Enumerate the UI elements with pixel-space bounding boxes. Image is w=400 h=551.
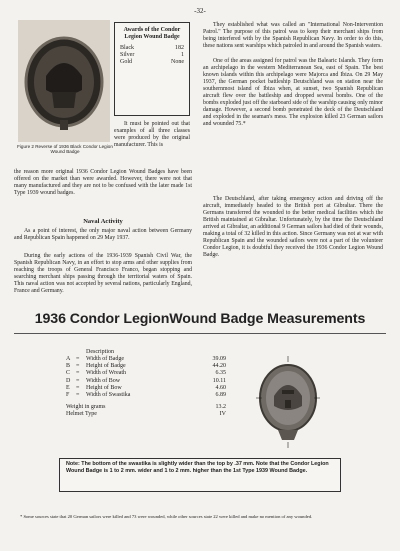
measurements-table bbox=[66, 348, 226, 419]
equals-sign: = bbox=[76, 356, 80, 362]
naval-activity-heading: Naval Activity bbox=[83, 218, 123, 225]
page-number: -32- bbox=[194, 7, 206, 15]
summary-label: Weight in grams bbox=[66, 404, 106, 411]
naval-paragraph-2: During the early actions of the 1936-1939 Spanish Civil War, the Spanish Republican Navy, in an effort to stop arms and other supplies from reaching the troops of General Francisco Franco, began stopping and searching merchant ships passing through the territorial waters of Spain. This naval action was not accepted by several nations, particularly England, France and Germany. bbox=[14, 253, 192, 295]
measurement-letter: F bbox=[66, 392, 70, 399]
right-paragraph-1: They established what was called an "International Non-Intervention Patrol." The purpose of this patrol was to keep their merchant ships from being interfered with by the Spanish Republican Navy. In order to do this, these nations sent warships which patroled in and around the Spanish waters. bbox=[203, 22, 383, 50]
award-count: 1 bbox=[181, 52, 184, 58]
right-paragraph-block bbox=[203, 22, 383, 50]
section-divider bbox=[14, 333, 386, 334]
measurement-value: 6.35 bbox=[215, 370, 226, 377]
badge-reverse-photo bbox=[18, 20, 110, 142]
helmet-row bbox=[66, 411, 226, 418]
naval-paragraph-1: As a point of interest, the only major naval action between Germany and Republican Spain happened on 29 May 1937. bbox=[14, 228, 192, 242]
measurement-value: 10.11 bbox=[212, 377, 226, 384]
figure-caption: Figure 2 Reverse of 1936 Black Condor Legion Wound Badge bbox=[17, 144, 113, 155]
badge-diagram-image bbox=[254, 354, 322, 450]
equals-sign: = bbox=[76, 392, 80, 399]
summary-value: IV bbox=[219, 411, 226, 418]
equals-sign: = bbox=[76, 377, 80, 384]
badge-measurement-diagram bbox=[254, 354, 322, 450]
badge-reverse-image bbox=[18, 20, 110, 142]
weight-row bbox=[66, 404, 226, 411]
footnote: * Some sources state that 20 German sailors were killed and 73 were wounded, while other sources state 22 were killed and make no mention of any wounded. bbox=[20, 514, 313, 519]
intro-continued-block bbox=[14, 169, 192, 197]
note-box: Note: The bottom of the swastika is slightly wider than the top by .37 mm. Note that the Condor Legion Wound Badge is 1 to 2 mm. wider and 1 to 2 mm. higher than the 1st Type 1939 Wound Badge. bbox=[59, 458, 341, 492]
summary-label: Helmet Type bbox=[66, 411, 97, 418]
awards-row bbox=[120, 45, 184, 52]
naval-paragraph-block bbox=[14, 228, 192, 242]
right-paragraph-2: One of the areas assigned for patrol was the Balearic Islands. They form an archipelago in the western Mediterranean Sea, east of Spain. The best known islands within this archipelago were Majorca and Ibiza. On 29 May 1937, the German pocket battleship Deutschland was on station near the southernmost island of Ibiza when, at sunset, two Spanish Republican aircraft flew over the battleship and dropped several bombs. One of the bombs exploded just off the starboard side of the warship causing only minor damage. However, a second bomb penetrated the deck of the Deutschland and exploded in the seaman's mess. The explosion killed 23 German sailors and wounded 75.* bbox=[203, 58, 383, 128]
measurement-label: Height of Badge bbox=[86, 363, 126, 370]
equals-sign: = bbox=[76, 370, 80, 377]
award-class: Gold bbox=[120, 59, 132, 65]
measurements-heading: Description bbox=[86, 349, 114, 355]
measurement-letter: A bbox=[66, 356, 71, 362]
intro-text-block bbox=[114, 121, 190, 149]
summary-value: 13.2 bbox=[215, 404, 226, 411]
measurement-value: 6.89 bbox=[215, 392, 226, 399]
right-paragraph-3: The Deutschland, after taking emergency action and driving off the aircraft, immediately headed to the British port at Gibraltar. There the Germans transferred the wounded to the better medical facilities which the British maintained at Gibraltar. Unfortunately, by the time the Deutschland arrived at Gibraltar, an additional 9 German sailors had died of their wounds, making a total of 32 killed in this action. Since Germany was not at war with Republican Spain and the wounded sailors were not a part of the volunteer Condor Legion, it is doubtful they received the 1936 Condor Legion Wound Badge. bbox=[203, 196, 383, 259]
measurement-label: Width of Swastika bbox=[86, 392, 131, 399]
equals-sign: = bbox=[76, 363, 80, 370]
measurement-label: Width of Bow bbox=[86, 377, 121, 384]
measurement-letter: D bbox=[66, 377, 71, 384]
measurement-letter: B bbox=[66, 363, 71, 370]
award-count: 182 bbox=[175, 45, 184, 51]
intro-paragraph-continued: the reason more original 1936 Condor Legion Wound Badges have been offered on the market than were awarded. However, there were not that many manufactured and they are not to be confused with the later made 1st Type 1939 wound badges. bbox=[14, 169, 192, 197]
right-paragraph-block bbox=[203, 58, 383, 128]
measurement-row bbox=[66, 370, 226, 377]
measurement-value: 44.20 bbox=[212, 363, 226, 370]
awards-box bbox=[114, 22, 190, 116]
measurement-value: 4.60 bbox=[215, 384, 226, 391]
equals-sign: = bbox=[76, 384, 80, 391]
awards-row bbox=[120, 52, 184, 59]
award-class: Silver bbox=[120, 52, 135, 58]
intro-paragraph: It must be pointed out that examples of all three classes were produced by the original manufacturer. This is bbox=[114, 121, 190, 149]
measurement-value: 39.09 bbox=[212, 356, 226, 362]
measurement-row bbox=[66, 385, 226, 392]
award-count: None bbox=[171, 59, 184, 65]
measurement-row bbox=[66, 392, 226, 399]
measurement-label: Width of Wreath bbox=[86, 370, 127, 377]
measurement-label: Width of Badge bbox=[86, 356, 125, 362]
award-class: Black bbox=[120, 45, 134, 51]
awards-box-title: Awards of the Condor Legion Wound Badge bbox=[123, 27, 181, 40]
measurement-letter: C bbox=[66, 370, 71, 377]
awards-row bbox=[120, 59, 184, 66]
right-paragraph-block bbox=[203, 196, 383, 259]
measurements-title: 1936 Condor LegionWound Badge Measurements bbox=[34, 311, 366, 327]
measurement-label: Height of Bow bbox=[86, 384, 122, 391]
badge-reverse-figure bbox=[14, 20, 116, 155]
measurement-letter: E bbox=[66, 384, 70, 391]
naval-paragraph-block bbox=[14, 253, 192, 295]
measurement-row bbox=[66, 378, 226, 385]
